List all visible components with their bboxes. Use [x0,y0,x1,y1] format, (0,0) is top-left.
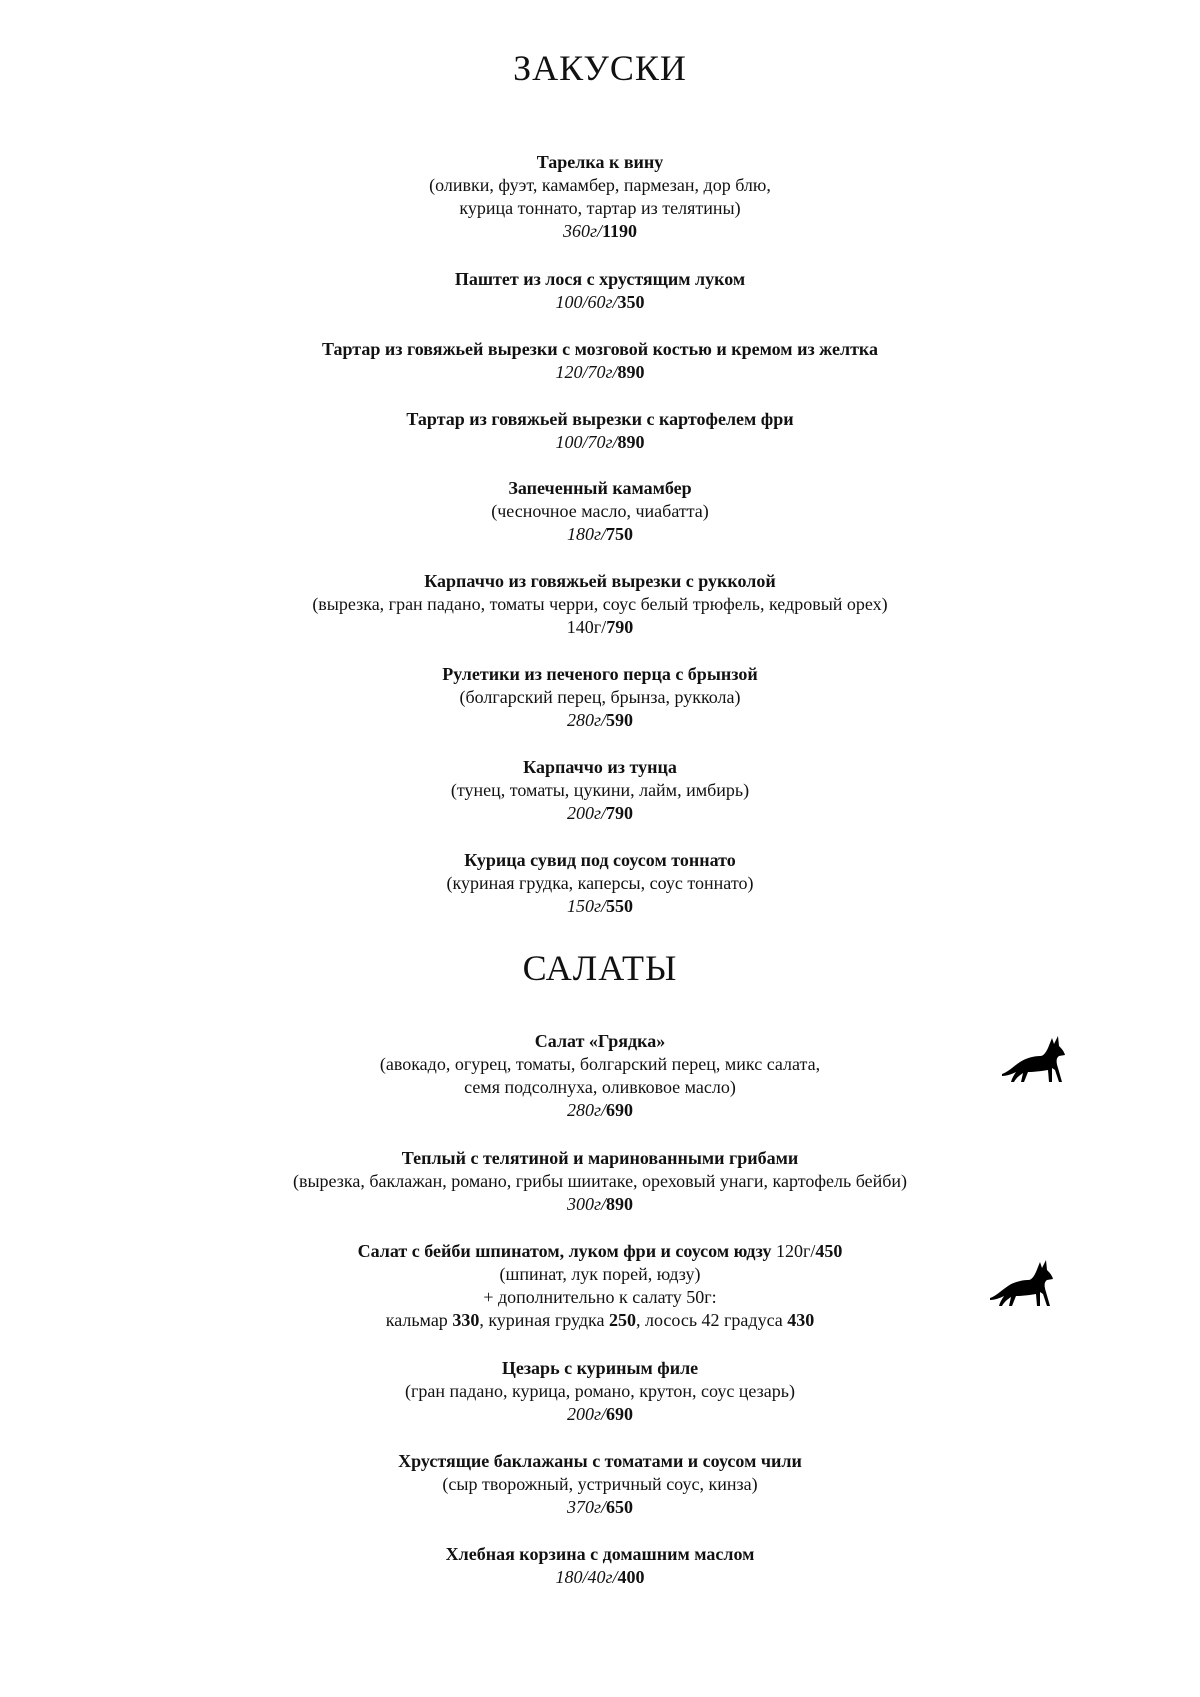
item-weight: 180/40г/ [555,1567,618,1587]
menu-item [0,849,1200,918]
item-desc: семя подсолнуха, оливковое масло) [464,1077,736,1097]
item-weight: 180г/ [566,524,607,544]
item-price: 350 [617,292,645,312]
item-desc: (шпинат, лук порей, юдзу) [499,1264,701,1284]
menu-item [0,1147,1200,1216]
item-name: Хлебная корзина с домашним маслом [445,1544,755,1564]
item-weight: 200г/ [566,1404,607,1424]
item-price: 890 [617,362,645,382]
item-weight: 120/70г/ [555,362,618,382]
item-price: 1190 [602,221,638,241]
item-name: Тартар из говяжьей вырезки с мозговой костью и кремом из желтка [321,339,879,359]
menu-item [0,1357,1200,1426]
item-name: Запеченный камамбер [508,478,692,498]
item-price: 890 [606,1194,634,1214]
menu-item [0,663,1200,732]
extra-label: кальмар [385,1310,453,1330]
item-price: 450 [815,1241,843,1261]
item-desc: + дополнительно к салату 50г: [483,1287,717,1307]
item-name: Салат с бейби шпинатом, луком фри и соусом юдзу [357,1241,772,1261]
item-price: 690 [606,1100,634,1120]
item-weight: 120г/ [771,1241,816,1261]
item-name: Тартар из говяжьей вырезки с картофелем фри [406,409,794,429]
item-weight: 370г/ [566,1497,607,1517]
item-weight: 360г/ [562,221,602,241]
menu-item [0,408,1200,454]
item-weight: 200г/ [566,803,607,823]
item-desc: курица тоннато, тартар из телятины) [459,198,741,218]
item-name: Хрустящие баклажаны с томатами и соусом чили [398,1451,802,1471]
item-desc: (куриная грудка, каперсы, соус тоннато) [446,873,754,893]
menu-item [0,1450,1200,1519]
item-weight: 100/70г/ [555,432,618,452]
extra-label: , лосось 42 градуса [635,1310,788,1330]
item-weight: 280г/ [566,710,607,730]
item-weight: 280г/ [566,1100,607,1120]
item-desc: (гран падано, курица, романо, крутон, соус цезарь) [405,1381,795,1401]
menu-item [0,151,1200,243]
extra-price: 330 [452,1310,480,1330]
extra-label: , куриная грудка [479,1310,609,1330]
item-name: Курица сувид под соусом тоннато [464,850,736,870]
item-name: Паштет из лося с хрустящим луком [454,269,746,289]
fox-icon [1000,1034,1066,1084]
item-weight: 300г/ [566,1194,607,1214]
item-name: Салат «Грядка» [534,1031,666,1051]
item-price: 890 [617,432,645,452]
menu-item [0,756,1200,825]
item-name: Карпаччо из тунца [523,757,677,777]
menu-item [0,268,1200,314]
item-weight: 140г/ [566,617,607,637]
menu-item [0,570,1200,639]
item-price: 550 [606,896,634,916]
extra-price: 250 [608,1310,636,1330]
item-price: 690 [606,1404,634,1424]
menu-item [0,477,1200,546]
item-weight: 100/60г/ [555,292,618,312]
item-name: Цезарь с куриным филе [501,1358,699,1378]
item-name: Теплый с телятиной и маринованными грибами [401,1148,799,1168]
item-desc: (авокадо, огурец, томаты, болгарский перец, микс салата, [379,1054,821,1074]
extra-price: 430 [787,1310,815,1330]
menu-item [0,338,1200,384]
item-desc: (вырезка, гран падано, томаты черри, соус белый трюфель, кедровый орех) [312,594,888,614]
section-title-appetizers: ЗАКУСКИ [513,48,687,88]
item-name: Карпаччо из говяжьей вырезки с рукколой [424,571,776,591]
item-price: 750 [606,524,634,544]
item-price: 400 [617,1567,645,1587]
item-desc: (вырезка, баклажан, романо, грибы шиитаке, ореховый унаги, картофель бейби) [292,1171,908,1191]
fox-icon [988,1258,1054,1308]
item-price: 790 [606,617,634,637]
item-weight: 150г/ [566,896,607,916]
item-desc: (чесночное масло, чиабатта) [491,501,709,521]
item-price: 590 [606,710,634,730]
item-desc: (оливки, фуэт, камамбер, пармезан, дор блю, [429,175,771,195]
item-desc: (болгарский перец, брынза, руккола) [459,687,741,707]
item-name: Тарелка к вину [536,152,664,172]
item-name: Рулетики из печеного перца с брынзой [442,664,758,684]
item-extras [0,1309,1200,1332]
item-desc: (сыр творожный, устричный соус, кинза) [442,1474,758,1494]
menu-item [0,1543,1200,1589]
item-price: 790 [606,803,634,823]
item-desc: (тунец, томаты, цукини, лайм, имбирь) [450,780,750,800]
item-price: 650 [606,1497,634,1517]
section-title-salads: САЛАТЫ [522,948,678,988]
